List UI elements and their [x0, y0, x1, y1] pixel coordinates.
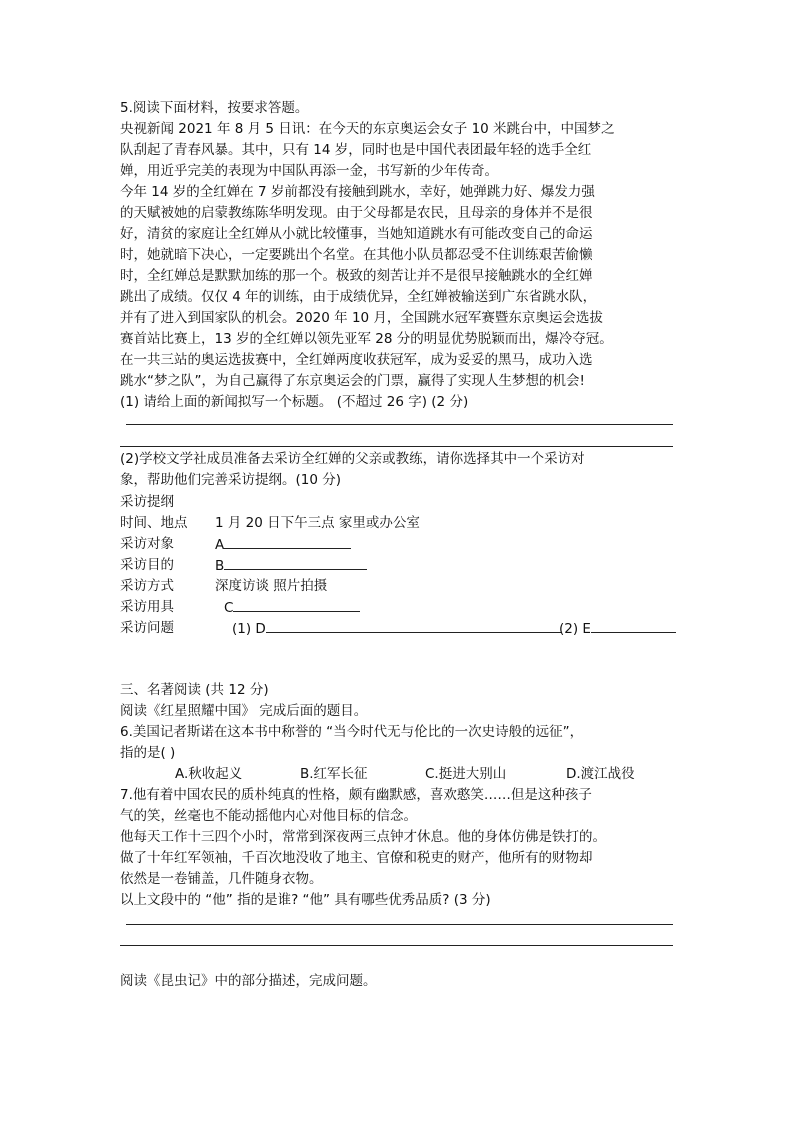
- q5-sub1-prompt: (1) 请给上面的新闻拟写一个标题。 (不超过 26 字) (2 分): [120, 394, 469, 410]
- q5-text-line: 在一共三站的奥运选拔赛中，全红婵两度收获冠军，成为妥妥的黑马，成功入选: [120, 352, 593, 368]
- outline-object-field[interactable]: [215, 534, 351, 555]
- q5-title: 5.阅读下面材料，按要求答题。: [120, 100, 309, 116]
- blank-letter-a: A: [215, 537, 225, 553]
- q7-text-line: 做了十年红军领袖，千百次地没收了地主、官僚和税吏的财产，他所有的财物却: [120, 850, 593, 866]
- q5-text-line: 时，全红婵总是默默加练的那一个。极致的刻苦让并不是很早接触跳水的全红婵: [120, 268, 593, 284]
- q5-text-line: 跳水“梦之队”，为自己赢得了东京奥运会的门票，赢得了实现人生梦想的机会!: [120, 373, 585, 389]
- q7-question: 以上文段中的 “他” 指的是谁? “他” 具有哪些优秀品质? (3 分): [120, 892, 491, 908]
- q6-option-b[interactable]: B.红军长征: [300, 766, 368, 782]
- section3-heading: 三、名著阅读 (共 12 分): [120, 682, 269, 698]
- question-2-blank-line[interactable]: [591, 618, 676, 633]
- next-section-intro: 阅读《昆虫记》中的部分描述，完成问题。: [120, 973, 377, 989]
- q5-text-line: 并有了进入到国家队的机会。2020 年 10 月，全国跳水冠军赛暨东京奥运会选拔: [120, 310, 603, 326]
- q5-text-line: 的天赋被她的启蒙教练陈华明发现。由于父母都是农民，且母亲的身体并不是很: [120, 205, 593, 221]
- outline-method-label: 采访方式: [120, 578, 174, 594]
- q7-text-line: 依然是一卷铺盖，几件随身衣物。: [120, 871, 323, 887]
- outline-question-1-field[interactable]: [232, 618, 562, 639]
- q6-option-a[interactable]: A.秋收起义: [175, 766, 243, 782]
- question-1-blank-line[interactable]: [266, 618, 562, 633]
- q6-option-c[interactable]: C.挺进大别山: [425, 766, 507, 782]
- outline-time-value: 1 月 20 日下午三点 家里或办公室: [215, 515, 420, 531]
- q5-text-line: 今年 14 岁的全红婵在 7 岁前都没有接触到跳水，幸好，她弹跳力好、爆发力强: [120, 184, 595, 200]
- q5-text-line: 婵，用近乎完美的表现为中国队再添一金，书写新的少年传奇。: [120, 163, 498, 179]
- answer-line-3[interactable]: [126, 924, 673, 925]
- q5-text-line: 队刮起了青春风暴。其中，只有 14 岁，同时也是中国代表团最年轻的选手全红: [120, 142, 592, 158]
- purpose-blank-line[interactable]: [224, 555, 367, 570]
- answer-line-1[interactable]: [126, 424, 673, 425]
- q5-text-line: 赛首站比赛上，13 岁的全红婵以领先亚军 28 分的明显优势脱颖而出，爆冷夺冠。: [120, 331, 613, 347]
- blank-letter-d: (1) D: [232, 621, 266, 637]
- answer-line-2[interactable]: [120, 446, 673, 447]
- outline-tools-label: 采访用具: [120, 599, 174, 615]
- outline-heading: 采访提纲: [120, 494, 174, 510]
- q6-stem: 6.美国记者斯诺在这本书中称誉的 “当今时代无与伦比的一次史诗般的远征”，: [120, 724, 584, 740]
- q7-text-line: 7.他有着中国农民的质朴纯真的性格，颇有幽默感，喜欢憨笑……但是这种孩子: [120, 787, 592, 803]
- outline-method-value: 深度访谈 照片拍摄: [215, 578, 328, 594]
- q5-text-line: 跳出了成绩。仅仅 4 年的训练，由于成绩优异，全红婵被输送到广东省跳水队，: [120, 289, 597, 305]
- outline-object-label: 采访对象: [120, 536, 174, 552]
- q7-text-line: 他每天工作十三四个小时，常常到深夜两三点钟才休息。他的身体仿佛是铁打的。: [120, 829, 606, 845]
- q5-text-line: 央视新闻 2021 年 8 月 5 日讯：在今天的东京奥运会女子 10 米跳台中，中国梦之: [120, 121, 615, 137]
- blank-letter-b: B: [215, 558, 225, 574]
- answer-line-4[interactable]: [120, 945, 673, 946]
- q6-option-d[interactable]: D.渡江战役: [566, 766, 635, 782]
- q5-text-line: 好，清贫的家庭让全红婵从小就比较懂事，当她知道跳水有可能改变自己的命运: [120, 226, 593, 242]
- blank-letter-c: C: [224, 600, 234, 616]
- q5-sub2-prompt: (2)学校文学社成员准备去采访全红婵的父亲或教练，请你选择其中一个采访对: [120, 451, 585, 467]
- q5-text-line: 时，她就暗下决心，一定要跳出个名堂。在其他小队员都忍受不住训练艰苦偷懒: [120, 247, 593, 263]
- section3-intro: 阅读《红星照耀中国》 完成后面的题目。: [120, 703, 368, 719]
- q5-sub2-prompt: 象，帮助他们完善采访提纲。(10 分): [120, 472, 342, 488]
- outline-time-label: 时间、地点: [120, 515, 188, 531]
- blank-letter-e: (2) E: [559, 621, 591, 637]
- outline-purpose-field[interactable]: [215, 555, 367, 576]
- q6-stem: 指的是( ): [120, 745, 176, 761]
- outline-tools-field[interactable]: [224, 597, 360, 618]
- outline-purpose-label: 采访目的: [120, 557, 174, 573]
- q7-text-line: 气的笑，丝毫也不能动摇他内心对他目标的信念。: [120, 808, 417, 824]
- outline-questions-label: 采访问题: [120, 620, 174, 636]
- tools-blank-line[interactable]: [233, 597, 360, 612]
- outline-question-2-field[interactable]: [559, 618, 676, 639]
- object-blank-line[interactable]: [224, 534, 351, 549]
